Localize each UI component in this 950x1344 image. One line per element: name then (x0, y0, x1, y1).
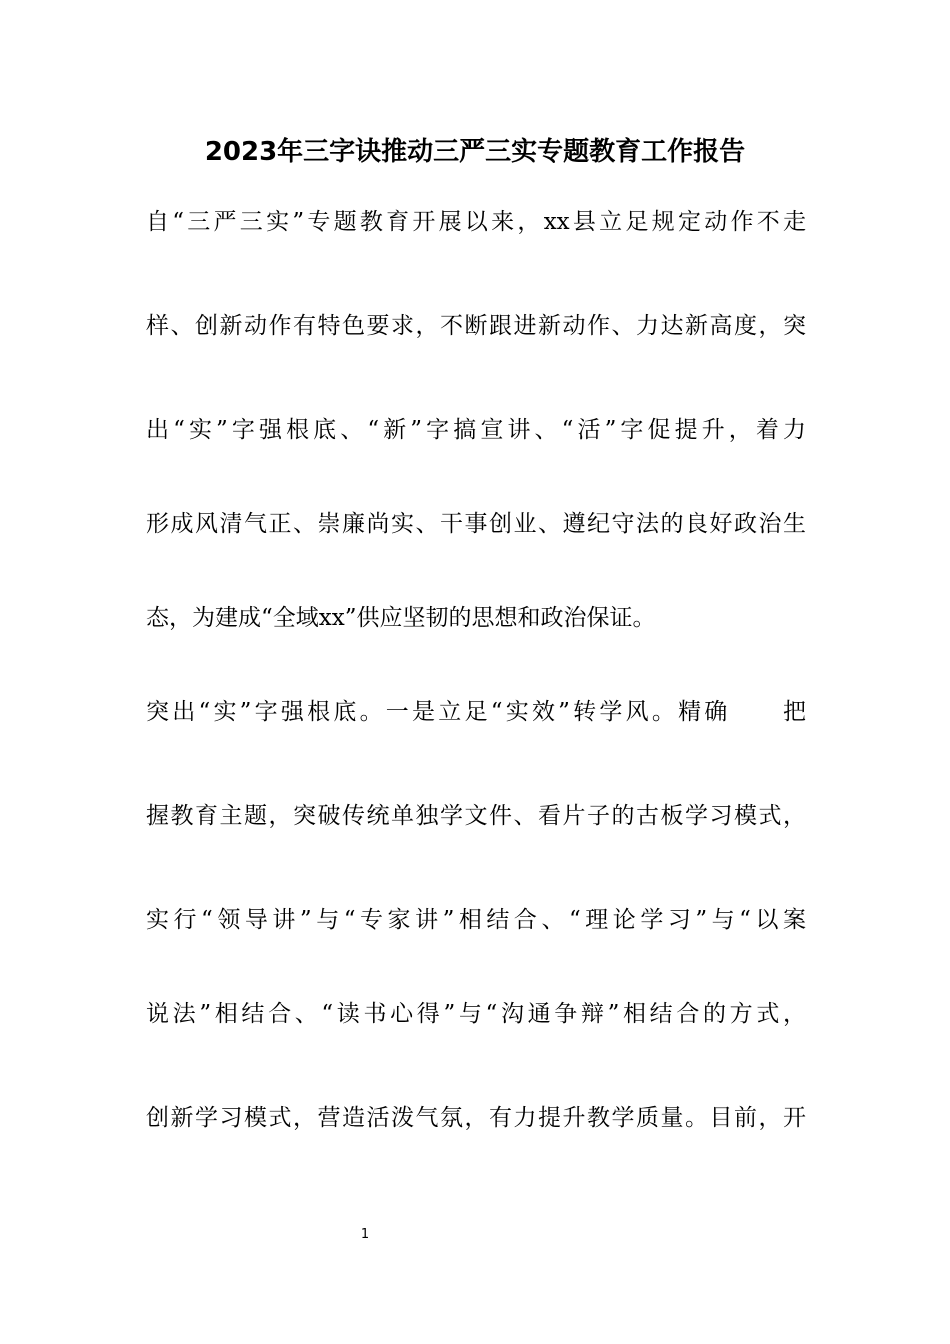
paragraph-line: 自“三严三实”专题教育开展以来，xx县立足规定动作不走 (146, 209, 806, 235)
paragraph-line: 态，为建成“全域xx”供应坚韧的思想和政治保证。 (146, 605, 656, 631)
paragraph-line: 形成风清气正、崇廉尚实、干事创业、遵纪守法的良好政治生 (146, 511, 806, 537)
paragraph-line: 出“实”字强根底、“新”字搞宣讲、“活”字促提升，着力 (146, 417, 806, 443)
paragraph-line: 样、创新动作有特色要求，不断跟进新动作、力达新高度，突 (146, 313, 806, 339)
paragraph-line: 突出“实”字强根底。一是立足“实效”转学风。精确 把 (146, 699, 806, 725)
paragraph-line: 实行“领导讲”与“专家讲”相结合、“理论学习”与“以案 (146, 907, 806, 933)
paragraph-line: 握教育主题，突破传统单独学文件、看片子的古板学习模式， (146, 803, 806, 829)
document-title: 2023年三字诀推动三严三实专题教育工作报告 (204, 137, 746, 167)
paragraph-line: 创新学习模式，营造活泼气氛，有力提升教学质量。目前，开 (146, 1105, 806, 1131)
page-number: 1 (360, 1227, 370, 1242)
paragraph-line: 说法”相结合、“读书心得”与“沟通争辩”相结合的方式， (146, 1001, 806, 1027)
